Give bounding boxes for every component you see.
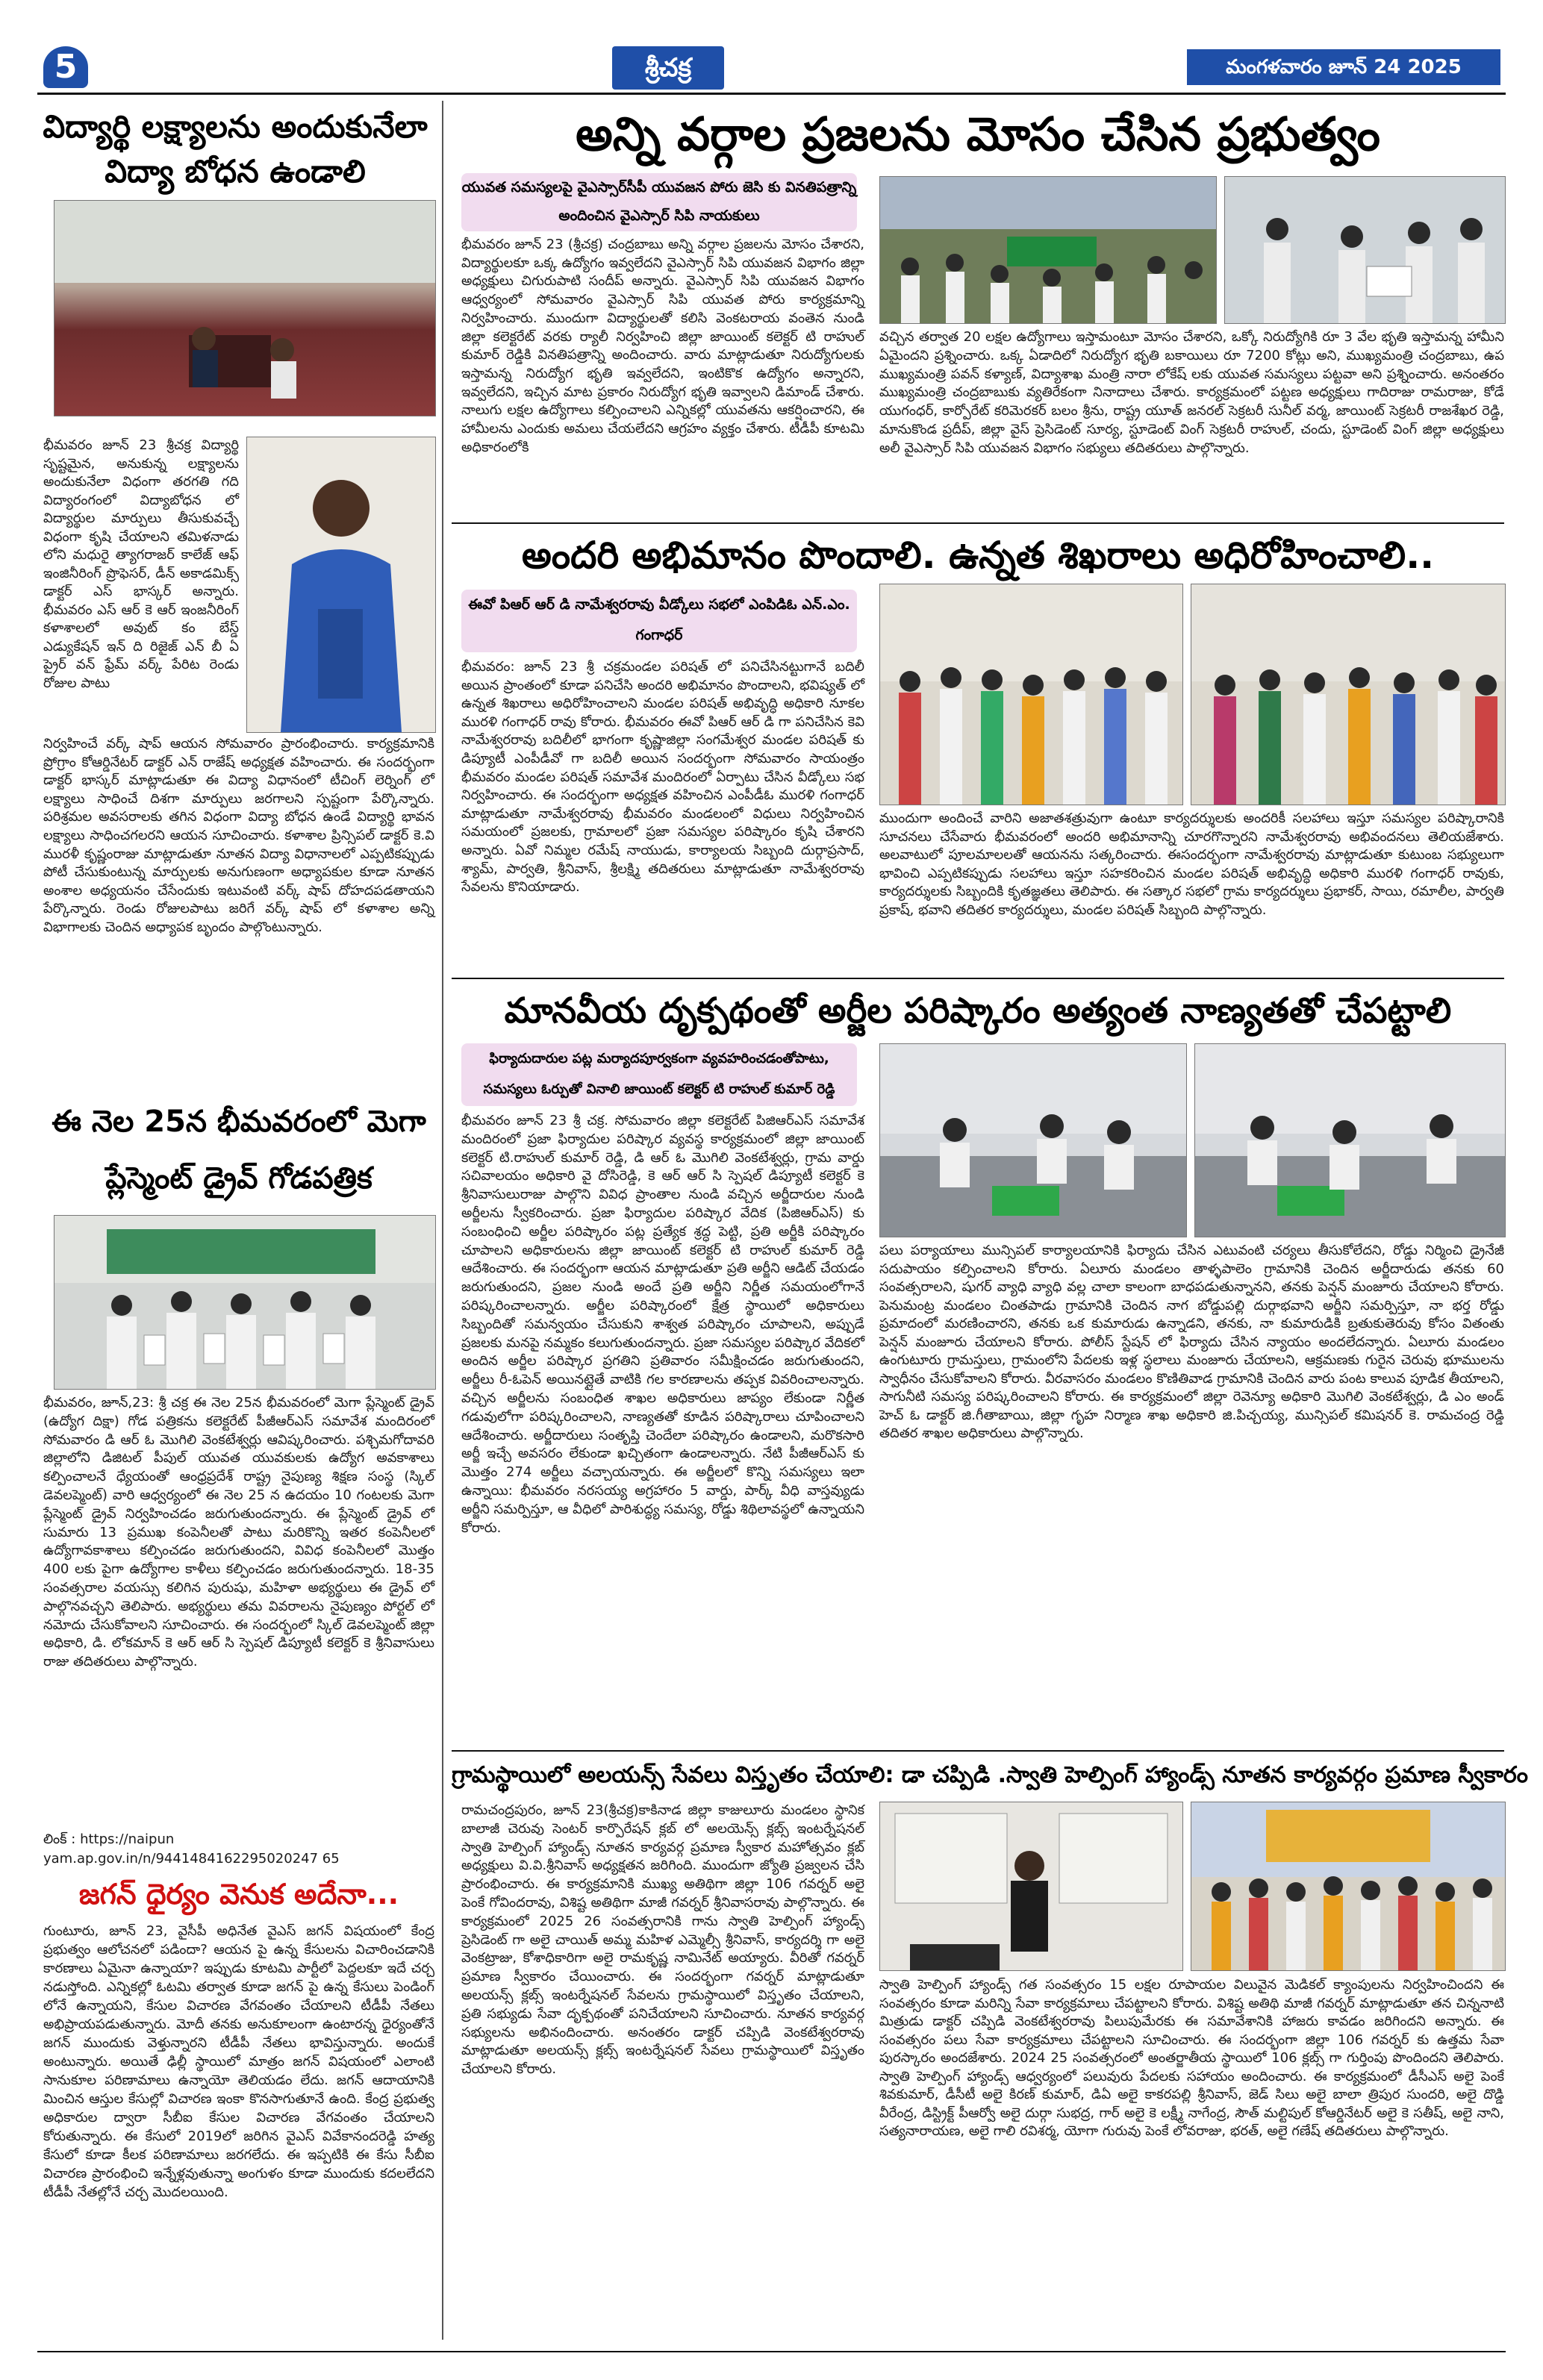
classroom-illustration [54, 201, 435, 416]
jagan-headline: జగన్ ధైర్యం వెనుక అదేనా... [78, 1878, 399, 1911]
education-body-intro: భీమవరం జూన్ 23 శ్రీచక్ర విద్యార్థి సృష్టమైన, అనుకున్న లక్ష్యాలను అందుకునేలా విధంగా తరగతి గది విద్యారంగంలో విద్యాబోధన లో విద్యార్థుల మార్పులు తీసుకువచ్చే విధంగా కృషి చేయాలని తమిళనాడు లోని మధురై త్యాగరాజర్ కాలేజ్ ఆఫ్ ఇంజినీరింగ్ ప్రొఫెసర్, డీన్ అకాడమిక్స్ డాక్టర్ ఎస్ భాస్కర్ అన్నారు. భీమవరం ఎస్ ఆర్ కె ఆర్ ఇంజనీరింగ్ కళాశాలలో అవుట్ కం బేస్డ్ ఎడ్యుకేషన్ ఇన్ ది రిజైజ్ ఎన్ బీ ఏ ప్రైర్ వన్ ఫ్రేమ్ వర్క్ పేరిట రెండు రోజుల పాటు [43, 437, 239, 691]
grievance-illustration-1 [880, 1044, 1186, 1237]
education-headline: విద్యార్థి లక్ష్యాలను అందుకునేలా విద్యా బోధన ఉండాలి [43, 108, 428, 190]
job-body: భీమవరం, జూన్,23: శ్రీ చక్ర ఈ నెల 25న భీమవరంలో మెగా ప్లేస్మెంట్ డ్రైవ్ (ఉద్యోగ దిక్షా) గోడ పత్రికను కలెక్టరేట్ పీజీఆర్ఎస్ సమావేశ మందిరంలో సోమవారం డి ఆర్ ఓ మొగిలి వెంకటేశ్వర్లు ఆవిష్కరించారు. పశ్చిమగోదావరి జిల్లాలోని డిజిటల్ పీపుల్ యువత యువకులకు ఉద్యోగ అవకాశాలు కల్పించాలనే ధ్యేయంతో ఆంధ్రప్రదేశ్ రాష్ట్ర నైపుణ్య శిక్షణ సంస్థ (స్కిల్ డెవలప్మెంట్) వారి ఆధ్వర్యంలో ఈ నెల 25 న ఉదయం 10 గంటలకు మెగా ప్లేస్మెంట్ డ్రైవ్ నిర్వహించడం జరుగుతుందన్నారు. ఈ ప్లేస్మెంట్ డ్రైవ్ లో సుమారు 13 ప్రముఖ కంపెనీలతో పాటు మరికొన్ని ఇతర కంపెనీలలో ఉద్యోగావకాశాలు కల్పించడం జరుగుతుందని, వివిధ కంపెనీలలో మొత్తం 400 లకు పైగా ఉద్యోగాల కాళీలు కల్పించడం జరుగుతుందన్నారు. 18-35 సంవత్సరాల వయస్సు కలిగిన పురుషు, మహిళా అభ్యర్థులు ఈ డ్రైవ్ లో పాల్గొనవచ్చని తెలిపారు. అభ్యర్థులు తమ వివరాలను నైపుణ్యం పోర్టల్ లో నమోదు చేసుకోవాలని సూచించారు. ఈ సందర్భంలో స్కిల్ డెవలప్మెంట్ జిల్లా అధికారి, డి. లోకమాన్ కె ఆర్ ఆర్ సి స్పెషల్ డిప్యూటీ కలెక్టర్ కె శ్రీనివాసులు రాజు తదితరులు పాల్గొన్నారు. [43, 1395, 434, 1670]
education-body-main: నిర్వహించే వర్క్ షాప్ ఆయన సోమవారం ప్రారంభించారు. కార్యక్రమానికి ప్రోగ్రాం కోఆర్డినేటర్ డాక్టర్ ఎన్ రాజేష్ అధ్యక్షత వహించారు. ఈ సందర్భంగా డాక్టర్ భాస్కర్ మాట్లాడుతూ ఈ విద్యా విధానంలో టీచింగ్ లెర్నింగ్ లో లక్ష్యాలు సాధించే దిశగా మార్పులు జరగాలని స్పష్టంగా పేర్కొన్నారు. పరిశ్రమల అవసరాలకు తగిన విధంగా విద్యా బోధన ఉండే విద్యార్థి భావన లక్ష్యాలు సాధించగలరని ఆయన సూచించారు. కళాశాల ప్రిన్సిపల్ డాక్టర్ కె.వి మురళీ కృష్ణంరాజు మాట్లాడుతూ నూతన విద్యా విధానాలలో ఎప్పటికప్పుడు పోటీ చేసుకుంటున్న మార్పులకు అనుగుణంగా అధ్యాపకుల కూడా నూతన అంశాల అధ్యయనం చేసేందుకు ఇటువంటి వర్క్ షాప్ దోహదపడతాయని పేర్కొన్నారు. రెండు రోజులపాటు జరిగే వర్క్ షాప్ లో కళాశాల అన్ని విభాగాలకు చెందిన అధ్యాపక బృందం పాల్గొంటున్నారు. [43, 736, 434, 935]
education-photo-speaker [246, 437, 436, 733]
masthead-date [1187, 49, 1500, 85]
grievance-subhead: ఫిర్యాదుదారుల పట్ల మర్యాదపూర్వకంగా వ్యవహరించడంతోపాటు, సమస్యలు ఓర్పుతో వినాలి జాయింట్ కలెక్టర్ టి రాహుల్ కుమార్ రెడ్డి [461, 1043, 857, 1106]
speaker-illustration [247, 437, 435, 732]
divider-2 [452, 978, 1504, 979]
petition-illustration [1225, 177, 1505, 323]
lions-group-illustration [1191, 1802, 1505, 1970]
column-divider [442, 101, 443, 2340]
page-number-badge [43, 46, 88, 88]
jagan-body: గుంటూరు, జూన్ 23, వైసీపీ అధినేత వైఎస్ జగన్ విషయంలో కేంద్ర ప్రభుత్వం ఆలోచనలో పడిందా? ఆయన పై ఉన్న కేసులను విచారించడానికి కారణాలు ఏమైనా ఉన్నాయా? ఇప్పుడు కూటమి పార్టీలో పెద్దలకూ ఇదే చర్చ నడుస్తోంది. ఎన్నికల్లో ఓటమి తర్వాత కూడా జగన్ పై ఉన్న కేసులు పెండింగ్ లోనే ఉన్నాయని, కేసుల విచారణ వేగవంతం చేయాలని టీడీపీ నేతలు అభిప్రాయపడుతున్నారు. మోదీ తనకు అనుకూలంగా ఉంటారన్న ధైర్యంతోనే జగన్ ముందుకు వెళ్తున్నారని టీడీపీ నేతలు భావిస్తున్నారు. అందుకే అంటున్నారు. అయితే ఢిల్లీ స్థాయిలో మాత్రం జగన్ విషయంలో ఎలాంటి సానుకూల పరిణామాలు ఉన్నాయో తెలియడం లేదు. జగన్ ఆదాయానికి మించిన ఆస్తుల కేసుల్లో విచారణ ఇంకా కొనసాగుతూనే ఉంది. కేంద్ర ప్రభుత్వ అధికారుల ద్వారా సీబీఐ కేసుల విచారణ వేగవంతం చేయాలని కోరుతున్నారు. ఈ కేసులో 2019లో జరిగిన వైఎస్ వివేకానందరెడ్డి హత్య కేసులో కూడా కీలక పరిణామాలు జరగలేదు. ఈ ఇప్పటికి ఈ కేసు సీబీఐ విచారణ ప్రారంభించి ఇన్నేళ్లవుతున్నా అంగుళం కూడా ముందుకు కదలలేదని టీడీపీ నేతల్లోనే చర్చ మొదలయింది. [43, 1923, 434, 2200]
footer-rule [37, 2351, 1506, 2352]
poster-launch-illustration [54, 1216, 435, 1389]
govt-headline: అన్ని వర్గాల ప్రజలను మోసం చేసిన ప్రభుత్వం [576, 107, 1380, 161]
andari-headline: అందరి అభిమానం పొందాలి. ఉన్నత శిఖరాలు అధిరోహించాలి.. [521, 534, 1435, 577]
page-number: 5 [54, 48, 78, 86]
grievance-body-right: పలు పర్యాయాలు మున్సిపల్ కార్యాలయానికి ఫిర్యాదు చేసిన ఎటువంటి చర్యలు తీసుకోలేదని, రోడ్డు నిర్మించి డ్రైనేజీ సదుపాయం కల్పించాలని కోరారు. ఏలూరు మండలం తాళ్ళపాలెం గ్రామానికి చెందిన అర్జీదారుడు తనకు 60 సంవత్సరాలని, షుగర్ వ్యాధి వ్యాధి వల్ల చాలా కాలంగా బాధపడుతున్నానని, తనకు పెన్షన్ మంజూరు చేయాలని కోరారు. పెనుమంట్ర మండలం చింతపాడు గ్రామానికి చెందిన నాగ బోడ్డుపల్లి దుర్గాభవాని అర్జీని సమర్పిస్తూ, నా భర్త రోడ్డు ప్రమాదంలో మరణించారని, తనకు ఒక కుమారుడు ఉన్నాడని, తనకు, నా కుమారుడికి బ్రతుకుతెరువు కోసం వితంతు పెన్షన్ మంజూరు చేయాలని కోరారు. పోలీస్ స్టేషన్ లో ఫిర్యాదు చేసిన న్యాయం అందలేదన్నారు. ఏలూరు మండలం ఉంగుటూరు గ్రామస్తులు, గ్రామంలోని పేదలకు ఇళ్ల స్థలాలు మంజూరు చేయాలని, ఆక్రమణకు గురైన చెరువు భూములను స్వాధీనం చేసుకోవాలని కోరారు. వీరవాసరం మండలం కొణితివాడ గ్రామానికి చెందిన వారు పంట కాలువ పూడిక తీయాలని, సాగునీటి సమస్య పరిష్కరించాలని కోరారు. ఈ కార్యక్రమంలో జిల్లా రెవెన్యూ అధికారి మొగిలి వెంకటేశ్వర్లు, డి ఎం అండ్ హెచ్ ఓ డాక్టర్ జి.గీతాబాయి, జిల్లా గృహ నిర్మాణ శాఖ అధికారి జి.పిచ్చయ్య, మున్సిపల్ కమిషనర్ కె. రామచంద్ర రెడ్డి తదితర శాఖల అధికారులు పాల్గొన్నారు. [879, 1243, 1504, 1441]
govt-photo-petition [1224, 176, 1506, 324]
divider-3 [452, 1750, 1504, 1752]
divider-1 [452, 522, 1504, 524]
lions-speaker-illustration [880, 1802, 1182, 1970]
education-photo-classroom [54, 200, 436, 416]
group-photo-illustration-1 [880, 584, 1182, 805]
lions-body-right: స్వాతి హెల్పింగ్ హ్యాండ్స్ గత సంవత్సరం 15 లక్షల రూపాయల విలువైన మెడికల్ క్యాంపులను నిర్వహించిందని ఈ సంవత్సరం కూడా మరిన్ని సేవా కార్యక్రమాలు చేపట్టాలని కోరారు. విశిష్ట అతిథి మాజీ గవర్నర్ మాట్లాడుతూ తన చిన్ననాటి మిత్రుడు డాక్టర్ చప్పిడి వెంకటేశ్వరరావు పిలుపుమేరకు ఈ సమావేశానికి హాజరు కావడం జరిగిందని అన్నారు. ఈ సంవత్సరం పలు సేవా కార్యక్రమాలు చేపట్టాలని సూచించారు. ఈ సందర్భంగా జిల్లా 106 గవర్నర్ కు ఉత్తమ సేవా పురస్కారం అందజేశారు. 2024 25 సంవత్సరంలో అంతర్జాతీయ స్థాయిలో 106 క్లబ్స్ గా గుర్తింపు పొందిందని తెలిపారు. స్వాతి హెల్పింగ్ హ్యాండ్స్ ఆధ్వర్యంలో పలువురు పేదలకు సహాయం అందించారు. ఈ కార్యక్రమంలో డీసీఎస్ అలై పెంకే శివకుమార్, డీసీటీ అలై కిరణ్ కుమార్, డిఏ అలై కాకరపల్లి శ్రీనివాస్, జెడ్ సిలు అలై బాలా త్రిపుర సుందరి, అలై దొడ్డి వీరేంద్ర, డిస్ట్రిక్ట్ పీఆర్వో అలై దుర్గా సుభద్ర, గార్ అలై కె లక్ష్మీ నాగేంద్ర, సౌత్ మల్టిపుల్ కోఆర్డినేటర్ అలై కె సతీష్, అలై నాని, సత్యనారాయణ, అలై గాలి రవిశర్మ, యోగా గురువు పెంకే లోవరాజు, భరత్, అలై గణేష్ తదితరులు పాల్గొన్నారు. [879, 1977, 1504, 2139]
lions-photo-group [1191, 1802, 1506, 1971]
job-poster-photo [54, 1215, 436, 1390]
govt-body-right: వచ్చిన తర్వాత 20 లక్షల ఉద్యోగాలు ఇస్తామంటూ మోసం చేశారని, ఒక్కో నిరుద్యోగికి రూ 3 వేల భృతి ఇస్తామన్న హామీని ఏమైందని ప్రశ్నించారు. ఒక్క ఏడాదిలో నిరుద్యోగ భృతి బకాయిలు రూ 7200 కోట్లు అని, ముఖ్యమంత్రి చంద్రబాబు, ఉప ముఖ్యమంత్రి పవన్ కళ్యాణ్, విద్యాశాఖ మంత్రి నారా లోకేష్ లకు యువత సమస్యలు పట్టవా అని ప్రశ్నించారు. అనంతరం ముఖ్యమంత్రి చంద్రబాబుకు వ్యతిరేకంగా నినాదాలు చేశారు. కార్యక్రమంలో పట్టణ అధ్యక్షులు గాదిరాజు రామరాజు, కోడే యుగంధర్, కార్పోరేట్ కరిమెరకర్ బలం శ్రీను, రాష్ట్ర యూత్ జనరల్ సెక్రటరీ సునీల్ వర్మ, జాయింట్ సెక్రటరీ రాజశేఖర రెడ్డి, మానుకొండ ప్రదీప్, జిల్లా వైస్ ప్రెసిడెంట్ సూర్య, స్టూడెంట్ వింగ్ సెక్రటరీ రాహుల్, చందు, స్టూడెంట్ వింగ్ జిల్లా అధ్యక్షులు అలీ వైఎస్సార్ సిపి యువజన విభాగం సభ్యులు తదితరులు పాల్గొన్నారు. [879, 329, 1504, 456]
date-text: మంగళవారం జూన్ 24 2025 [1226, 56, 1462, 78]
govt-photo-rally [879, 176, 1217, 324]
govt-subhead: యువత సమస్యలపై వైఎస్సార్‌సీపీ యువజన పోరు జెసి కు వినతిపత్రాన్ని అందించిన వైఎస్సార్ సిపి నాయకులు [461, 173, 857, 231]
rally-illustration [880, 177, 1216, 323]
masthead-rule [37, 93, 1506, 95]
andari-subhead: ఈవో పిఆర్ ఆర్ డి నామేశ్వరరావు వీడ్కోలు సభలో ఎంపిడిఓ ఎన్.ఎం. గంగాధర్ [461, 590, 857, 652]
grievance-photo-2 [1194, 1043, 1506, 1237]
logo-text: శ్రీచక్ర [644, 53, 692, 83]
job-link-row [43, 1830, 434, 1869]
andari-photo-group-1 [879, 584, 1183, 805]
govt-body-left: భీమవరం జూన్ 23 (శ్రీచక్ర) చంద్రబాబు అన్ని వర్గాల ప్రజలను మోసం చేశారని, విద్యార్థులకూ ఒక్క ఉద్యోగం ఇవ్వలేదని వైఎస్సార్ సిపి యువజన విభాగం జిల్లా అధ్యక్షులు చిగురుపాటి సందీప్ అన్నారు. వైఎస్సార్ సిపి యువజన విభాగం ఆధ్వర్యంలో సోమవారం వైఎస్సార్ సిపి యువత పోరు కార్యక్రమాన్ని నిర్వహించారు. ముందుగా విద్యార్థులతో కలిసి వెంకటరాయ వంతెన నుండి జిల్లా కలెక్టరేట్ వరకు ర్యాలీ నిర్వహించి జిల్లా జాయింట్ కలెక్టర్ టి రాహుల్ కుమార్ రెడ్డికి వినతిపత్రాన్ని అందించారు. వారు మాట్లాడుతూ నిరుద్యోగులకు ఇస్తామన్న నిరుద్యోగ భృతి ఇవ్వలేదని, ఇంటికొక ఉద్యోగం అన్నారని, ఇవ్వలేదని, ఇచ్చిన మాట ప్రకారం నిరుద్యోగ భృతి ఇవ్వాలని డిమాండ్ చేశారు. నాలుగు లక్షల ఉద్యోగాలు కల్పించాలని ఎన్నికల్లో యువతను ఆకర్షించారని, ఈ హామీలను ఎందుకు అమలు చేయలేదని ఆగ్రహం వ్యక్తం చేశారు. టీడీపీ కూటమి అధికారంలోకి [461, 237, 864, 455]
lions-headline: గ్రామస్థాయిలో అలయన్స్ సేవలు విస్తృతం చేయాలి: డా చప్పిడి .స్వాతి హెల్పింగ్ హ్యాండ్స్ నూతన కార్యవర్గం ప్రమాణ స్వీకారం [452, 1762, 1528, 1788]
grievance-photo-1 [879, 1043, 1187, 1237]
job-link-label: లింక్ : [43, 1831, 76, 1847]
job-link[interactable]: https://naipun yam.ap.gov.in/n/9441484162295020247 65 [43, 1831, 340, 1867]
andari-body-right: ముందుగా అందించే వారిని అజాతశత్రువుగా ఉంటూ కార్యదర్శులకు అందరికీ సలహాలు ఇస్తూ సమస్యల పరిష్కారానికి సూచనలు చేసేవారు భీమవరంలో అందరి అభిమానాన్ని చూరగొన్నారని నామేశ్వరరావు అభివందనలు తెలియజేశారు. అలవాటులో పూలమాలలతో ఆయనను సత్కరించారు. ఈసందర్భంగా నామేశ్వరరావు మాట్లాడుతూ కుటుంబ సభ్యులుగా భావించి ఎప్పటికప్పుడు సలహాలు ఇస్తూ సహకరించిన మండల పరిషత్ అభివృద్ధి అధికారి మురళి గంగాధర్ రావుకు, కార్యదర్శులకు సిబ్బందికి కృతజ్ఞతలు తెలిపారు. ఈ సత్కార సభలో గ్రామ కార్యదర్శులు ప్రభాకర్, సాయి, రమాలీల, పార్వతి ప్రకాష్, భవాని తదితర కార్యదర్శులు, మండల పరిషత్ సిబ్బంది పాల్గొన్నారు. [879, 810, 1504, 918]
grievance-illustration-2 [1195, 1044, 1505, 1237]
grievance-headline: మానవీయ దృక్పథంతో అర్జీల పరిష్కారం అత్యంత నాణ్యతతో చేపట్టాలి [504, 990, 1452, 1031]
job-headline: ఈ నెల 25న భీమవరంలో మెగా ప్లేస్మెంట్ డ్రైవ్ గోడపత్రిక [52, 1105, 426, 1196]
lions-body-left: రామచంద్రపురం, జూన్ 23(శ్రీచక్ర)కాకినాడ జిల్లా కాజులూరు మండలం స్థానిక బాలాజీ చెరువు సెంటర్ కార్పొరేషన్ క్లబ్ లో అలయెన్స్ క్లబ్స్ ఇంటర్నేషనల్ స్వాతి హెల్పింగ్ హ్యాండ్స్ నూతన కార్యవర్గ ప్రమాణ స్వీకార మహోత్సవం క్లబ్ అధ్యక్షులు వి.వి.శ్రీనివాస్ అధ్యక్షతన జరిగింది. ముందుగా జ్యోతి ప్రజ్వలన చేసి ప్రారంభించారు. ఈ కార్యక్రమానికి ముఖ్య అతిథిగా జిల్లా 106 గవర్నర్ అలై పెంకే గోవిందరావు, విశిష్ట అతిథిగా మాజీ గవర్నర్ శ్రీనివాసరావు పాల్గొన్నారు. ఈ కార్యక్రమంలో 2025 26 సంవత్సరానికి గాను స్వాతి హెల్పింగ్ హ్యాండ్స్ ప్రెసిడెంట్ గా అలై చాయిత్ అమ్మ మహిళ ఎమ్మెల్సీ శ్రీనివాస్, కార్యదర్శి గా అలై వెంకట్రాజు, కోశాధికారిగా అలై రామకృష్ణ నామినేట్ అయ్యారు. వీరితో గవర్నర్ ప్రమాణ స్వీకారం చేయించారు. ఈ సందర్భంగా గవర్నర్ మాట్లాడుతూ అలయన్స్ క్లబ్స్ ఇంటర్నేషనల్ సేవలను గ్రామస్థాయిలో విస్తృతం చేయాలని, ప్రతి సభ్యుడు సేవా దృక్పథంతో పనిచేయాలని సూచించారు. నూతన కార్యవర్గ సభ్యులను అభినందించారు. అనంతరం డాక్టర్ చప్పిడి వెంకటేశ్వరరావు మాట్లాడుతూ అలయన్స్ క్లబ్స్ ఇంటర్నేషనల్ సేవలు గ్రామస్థాయిలో విస్తృతం చేయాలని కోరారు. [461, 1802, 864, 2078]
andari-photo-group-2 [1191, 584, 1506, 805]
andari-body-left: భీమవరం: జూన్ 23 శ్రీ చక్రమండల పరిషత్ లో పనిచేసినట్టుగానే బదిలీ అయిన ప్రాంతంలో కూడా పనిచేసి అందరి అభిమానం పొందాలని, భవిష్యత్ లో ఉన్నత శిఖరాలు అధిరోహించాలని మండల పరిషత్ అభివృద్ధి అధికారి నూకల మురళి గంగాధర్ రావు కోరారు. భీమవరం ఈవో పిఆర్ ఆర్ డి గా పనిచేసిన కెవి నామేశ్వరరావు బదిలీలో భాగంగా కృష్ణాజిల్లా సంగమేశ్వర మండల పరిషత్ కు డిప్యూటీ ఎంపీడీవో గా బదిలీ అయిన సందర్భంగా సోమవారం సాయంత్రం భీమవరం మండల పరిషత్ సమావేశ మందిరంలో ఏర్పాటు చేసిన వీడ్కోలు సభ నిర్వహించారు. ఈ సందర్భంగా అధ్యక్షత వహించిన ఎంపీడీఓ మురళి గంగాధర్ మాట్లాడుతూ నామేశ్వరరావు భీమవరం మండలంలో విధులు నిర్వహించిన సమయంలో ప్రజలకు, గ్రామాలలో ప్రజా సమస్యల పరిష్కారం కృషి చేశారని అన్నారు. ఏవో నిమ్మల రమేష్ నాయుడు, కార్యాలయ సిబ్బంది దుర్గాప్రసాద్, శ్యామ్, పార్వతి, శ్రీనివాస్, శ్రీలక్ష్మి తదితరులు మాట్లాడుతూ నామేశ్వరరావు సేవలను కొనియాడారు. [461, 659, 864, 896]
masthead-logo [612, 46, 724, 90]
group-photo-illustration-2 [1191, 584, 1505, 805]
grievance-body-left: భీమవరం జూన్ 23 శ్రీ చక్ర. సోమవారం జిల్లా కలెక్టరేట్ పిజిఆర్ఎస్ సమావేశ మందిరంలో ప్రజా ఫిర్యాదుల పరిష్కార వ్యవస్థ కార్యక్రమంలో జిల్లా జాయింట్ కలెక్టర్ టి.రాహుల్ కుమార్ రెడ్డి, డి ఆర్ ఓ మొగిలి వెంకటేశ్వర్లు, గ్రామ వార్డు సచివాలయం అధికారి వై దోసిరెడ్డి, కె ఆర్ ఆర్ సి స్పెషల్ డిప్యూటీ కలెక్టర్ కె శ్రీనివాసులురాజు పాల్గొని వివిధ ప్రాంతాల నుండి వచ్చిన అర్జీదారుల నుండి అర్జీలను స్వీకరించారు. ప్రజా ఫిర్యాదుల పరిష్కార వేదిక (పిజిఆర్ఎస్) కు సంబంధించి అర్జీల పరిష్కారం పట్ల ప్రత్యేక శ్రద్ధ పెట్టి, ప్రతి అర్జీకి పరిష్కారం చూపాలని అధికారులను జిల్లా జాయింట్ కలెక్టర్ టి రాహుల్ కుమార్ రెడ్డి ఆదేశించారు. ఈ సందర్భంగా ఆయన మాట్లాడుతూ ప్రతి అర్జీని ఆడిట్ చేయడం జరుగుతుందని, ప్రజల నుండి అందే ప్రతి అర్జీని నిర్ణీత సమయంలోగానే పరిష్కరించాలన్నారు. అర్జీల పరిష్కారంలో క్షేత్ర స్థాయిలో అధికారులు సిబ్బందితో సమన్వయం చేసుకుని శాశ్వత పరిష్కారం చూపాలని, అప్పుడే ప్రజలకు మనపై నమ్మకం కలుగుతుందన్నారు. ప్రజా సమస్యల పరిష్కార వేదికలో అందిన అర్జీల పరిష్కార ప్రగతిని ప్రతివారం సమీక్షించడం జరుగుతుందని, అర్జీలు రీ-ఓపెన్ అయినట్లైతే వాటికి గల కారణాలను తప్పక వివరించాలన్నారు. వచ్చిన అర్జీలను సంబంధిత శాఖల అధికారులు జాప్యం లేకుండా నిర్ణీత గడువులోగా పరిష్కరించాలని, నాణ్యతతో కూడిన పరిష్కారాలు చూపించాలని ఆదేశించారు. అర్జీదారులు సంతృప్తి చెందేలా పరిష్కారం ఉండాలని, మరొకసారి అర్జీ ఇచ్చే అవసరం లేకుండా ఖచ్చితంగా ఉండాలన్నారు. నేటి పీజీఆర్ఎస్ కు మొత్తం 274 అర్జీలు వచ్చాయన్నారు. ఈ అర్జీలలో కొన్ని సమస్యలు ఇలా ఉన్నాయి: భీమవరం నరసయ్య అగ్రహారం 5 వార్డు, పార్క్ వీధి వాస్తవ్యుడు అర్జీని సమర్పిస్తూ, ఆ వీధిలో పారిశుద్ధ్య సమస్య, రోడ్డు శిథిలావస్థలో ఉన్నాయని కోరారు. [461, 1113, 864, 1536]
lions-photo-speaker [879, 1802, 1183, 1971]
